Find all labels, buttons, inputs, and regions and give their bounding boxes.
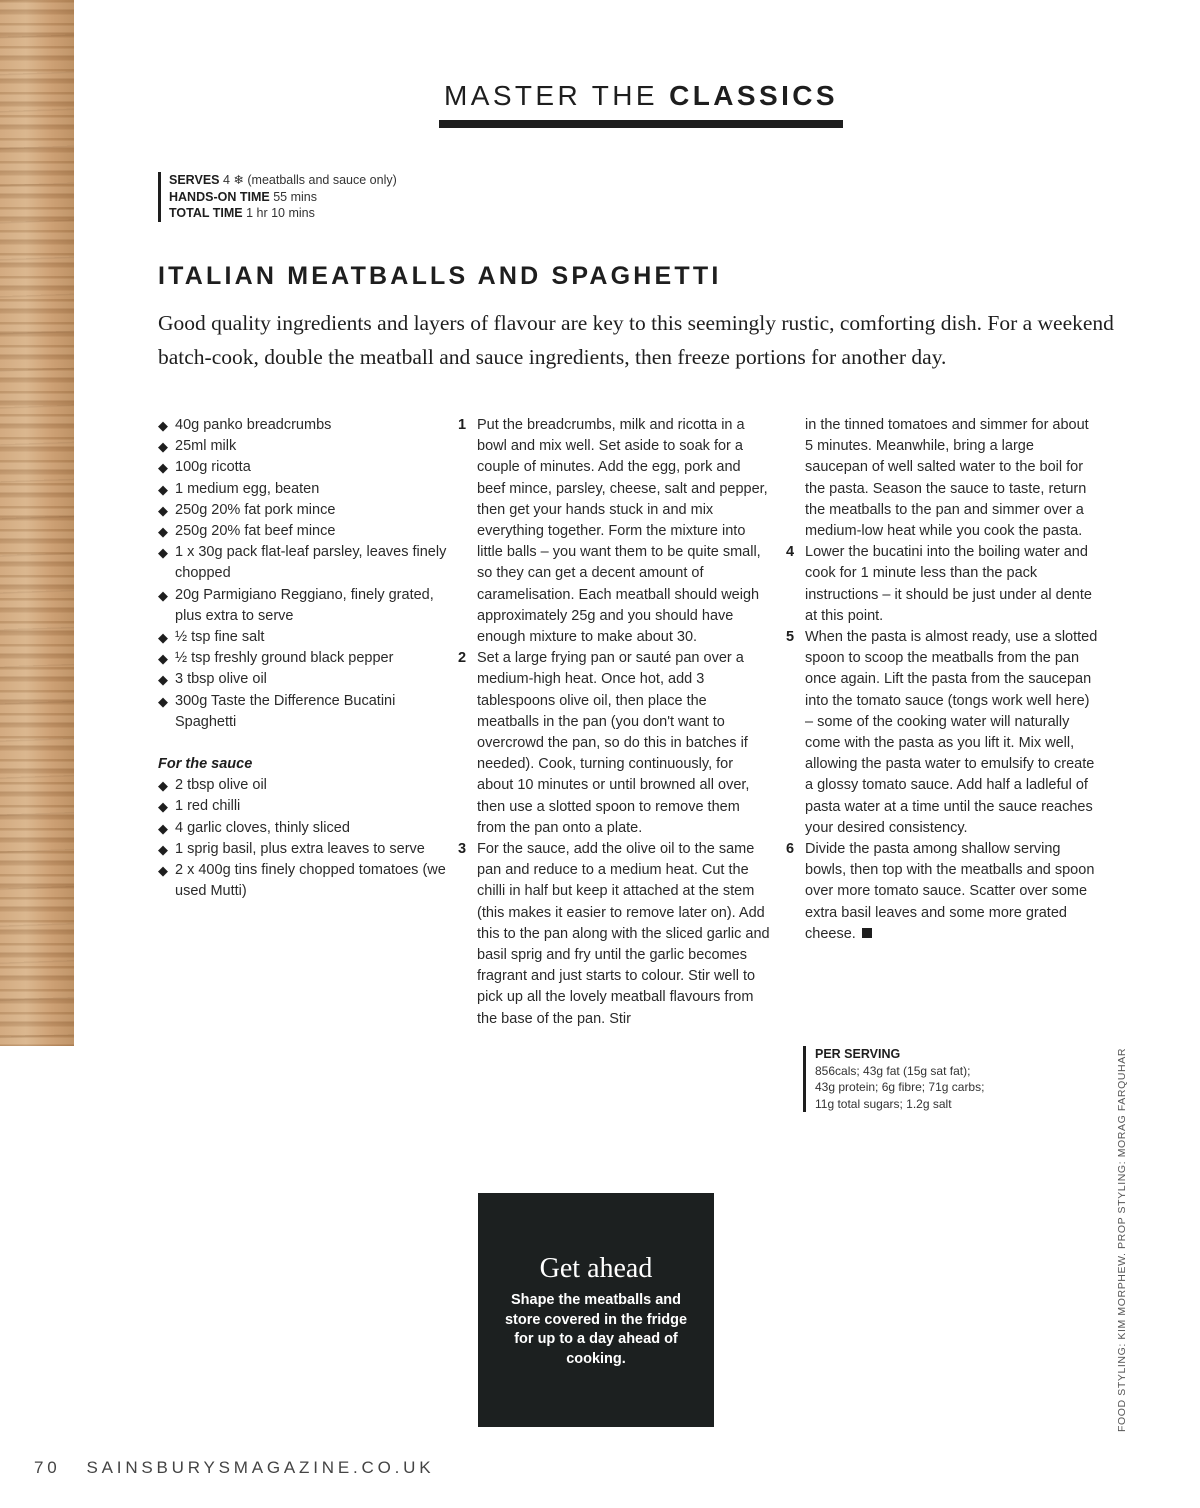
- method-step: [458, 415, 770, 648]
- step-text: Divide the pasta among shallow serving bowls, then top with the meatballs and spoon over more tomato sauce. Scatter over some extra basil leaves and some more grated cheese.: [805, 841, 1095, 942]
- method-step: [786, 627, 1098, 839]
- step-number: 6: [786, 841, 795, 858]
- step-number: 1: [458, 417, 467, 433]
- hands-on-line: [169, 189, 397, 206]
- get-ahead-text: Shape the meatballs and store covered in the fridge for up to a day ahead of cooking.: [504, 1292, 688, 1367]
- section-header: [439, 80, 843, 128]
- serves-value: 4: [222, 173, 230, 187]
- ingredient-item: ◆ 25ml milk: [158, 436, 448, 457]
- recipe-intro: Good quality ingredients and layers of flavour are key to this seemingly rustic, comforting dish. For a weekend batch-cook, double the meatball and sauce ingredients, then freeze portions for another day.: [158, 311, 1114, 369]
- step-text: When the pasta is almost ready, use a slotted spoon to scoop the meatballs from the pan once again. Lift the pasta from the saucepan into the tomato sauce (tongs work well here) – some of the cooking water will naturally come with the pasta as you lift it. Mix well, allowing the pasta water to emulsify to create a glossy tomato sauce. Add half a ladleful of pasta water at a time until the sauce reaches your desired consistency.: [805, 629, 1098, 836]
- page-footer: [34, 1458, 434, 1478]
- per-serving-label: PER SERVING: [815, 1047, 901, 1061]
- step-text: Put the breadcrumbs, milk and ricotta in a bowl and mix well. Set aside to soak for a couple of minutes. Add the egg, pork and beef mince, parsley, cheese, salt and pepper, then get your hands stuck in and mix everything together. Form the mixture into little balls – you want them to be quite small, so they can get a decent amount of caramelisation. Each meatball should weigh approximately 25g and you should have enough mixture to make about 30.: [477, 417, 768, 646]
- sauce-ingredient-item: ◆ 2 tbsp olive oil: [158, 775, 448, 796]
- step-number: 2: [458, 650, 467, 667]
- ingredient-item: ◆ 20g Parmigiano Reggiano, finely grated, plus extra to serve: [158, 585, 448, 627]
- end-square-icon: [862, 928, 872, 938]
- ingredient-item: ◆ 100g ricotta: [158, 457, 448, 478]
- recipe-meta: [158, 172, 397, 222]
- step-number: 5: [786, 629, 795, 646]
- hands-on-label: HANDS-ON TIME: [169, 189, 270, 204]
- snowflake-icon: ❄: [233, 173, 244, 187]
- method-step-continued: in the tinned tomatoes and simmer for about 5 minutes. Meanwhile, bring a large saucepan of well salted water to the boil for the pasta. Season the sauce to taste, return the meatballs to the pan and simmer over a medium-low heat while you cook the pasta.: [805, 417, 1089, 540]
- ingredients-column: [158, 415, 448, 902]
- step-text: Set a large frying pan or sauté pan over a medium-high heat. Once hot, add 3 tablespoons olive oil, then place the meatballs in the pan (you don't want to overcrowd the pan, so do this in batches if needed). Cook, turning continuously, for about 10 minutes or until browned all over, then use a slotted spoon to remove them from the pan onto a plate.: [477, 650, 750, 836]
- per-serving-box: [803, 1046, 1055, 1112]
- page-number: 70: [34, 1458, 61, 1477]
- sauce-ingredient-item: ◆ 2 x 400g tins finely chopped tomatoes (we used Mutti): [158, 860, 448, 902]
- ingredient-item: ◆ 250g 20% fat beef mince: [158, 521, 448, 542]
- hands-on-value: 55 mins: [273, 189, 317, 204]
- ingredient-item: ◆ 3 tbsp olive oil: [158, 669, 448, 690]
- ingredient-item: ◆ 1 x 30g pack flat-leaf parsley, leaves finely chopped: [158, 542, 448, 584]
- step-number: 3: [458, 841, 467, 858]
- ingredient-item: ◆ 1 medium egg, beaten: [158, 479, 448, 500]
- footer-site: SAINSBURYSMAGAZINE.CO.UK: [86, 1458, 435, 1477]
- ingredient-item: ◆ 300g Taste the Difference Bucatini Spaghetti: [158, 691, 448, 733]
- nutrition-line: 11g total sugars; 1.2g salt: [815, 1096, 952, 1111]
- sauce-ingredient-item: ◆ 1 red chilli: [158, 796, 448, 817]
- wood-background-strip: [0, 0, 74, 1046]
- ingredient-item: ◆ ½ tsp freshly ground black pepper: [158, 648, 448, 669]
- sauce-heading: For the sauce: [158, 756, 253, 773]
- get-ahead-title: Get ahead: [539, 1253, 653, 1284]
- method-step: [786, 839, 1098, 945]
- serves-line: [169, 172, 397, 189]
- total-time-line: [169, 205, 397, 222]
- method-column-1: [458, 415, 770, 1030]
- sauce-ingredients-list: [158, 775, 448, 902]
- ingredient-item: ◆ 250g 20% fat pork mince: [158, 500, 448, 521]
- step-text: For the sauce, add the olive oil to the same pan and reduce to a medium heat. Cut the chilli in half but keep it attached at the stem (this makes it easier to remove later on). Add this to the pan along with the sliced garlic and basil sprig and fry until the garlic becomes fragrant and just starts to colour. Stir well to pick up all the lovely meatball flavours from the base of the pan. Stir: [477, 841, 770, 1027]
- ingredient-item: ◆ ½ tsp fine salt: [158, 627, 448, 648]
- method-column-2: [786, 415, 1098, 945]
- styling-credit: FOOD STYLING: KIM MORPHEW. PROP STYLING: MORAG FARQUHAR: [1116, 1047, 1128, 1432]
- section-header-bar: [439, 120, 843, 128]
- recipe-title: ITALIAN MEATBALLS AND SPAGHETTI: [158, 262, 722, 290]
- freeze-note: (meatballs and sauce only): [247, 173, 397, 187]
- section-header-prefix: MASTER THE: [444, 80, 670, 111]
- total-time-label: TOTAL TIME: [169, 206, 243, 220]
- step-number: 4: [786, 544, 795, 561]
- method-step: [458, 839, 770, 1030]
- nutrition-line: 43g protein; 6g fibre; 71g carbs;: [815, 1080, 985, 1094]
- method-step: [458, 648, 770, 839]
- sauce-ingredient-item: ◆ 1 sprig basil, plus extra leaves to serve: [158, 839, 448, 860]
- nutrition-line: 856cals; 43g fat (15g sat fat);: [815, 1063, 971, 1078]
- total-time-value: 1 hr 10 mins: [246, 206, 315, 220]
- get-ahead-box: [478, 1193, 714, 1427]
- ingredients-list: [158, 415, 448, 733]
- step-text: Lower the bucatini into the boiling water and cook for 1 minute less than the pack instructions – it should be just under al dente at this point.: [805, 544, 1092, 624]
- serves-label: SERVES: [169, 173, 220, 187]
- section-header-text: [439, 80, 843, 112]
- sauce-ingredient-item: ◆ 4 garlic cloves, thinly sliced: [158, 818, 448, 839]
- method-step: [786, 542, 1098, 627]
- section-header-bold: CLASSICS: [669, 80, 838, 111]
- ingredient-item: ◆ 40g panko breadcrumbs: [158, 415, 448, 436]
